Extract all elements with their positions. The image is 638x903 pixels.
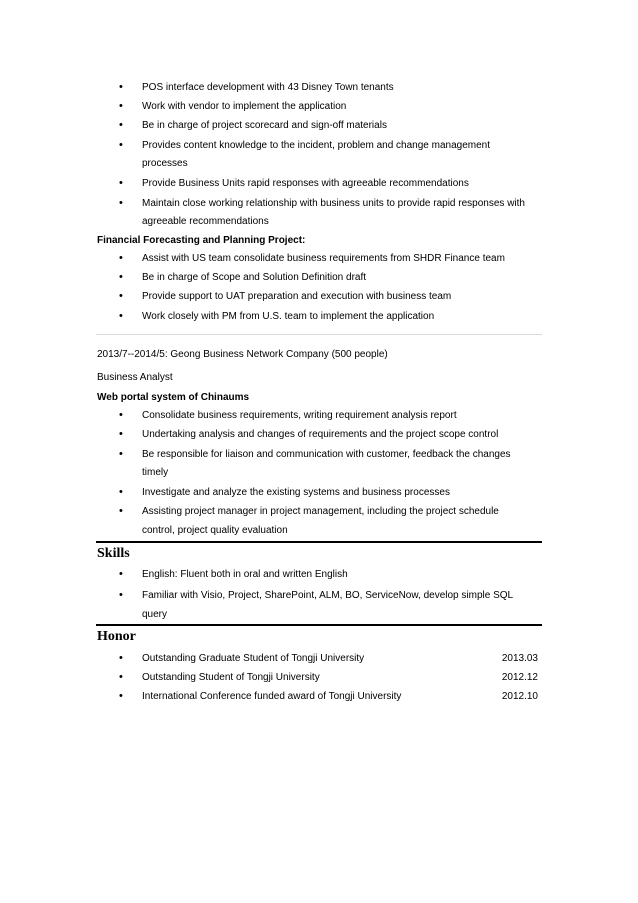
financial-bullet-2: Be in charge of Scope and Solution Definition draft (142, 272, 367, 283)
job-bullet-5-line-1: Assisting project manager in project management, including the project schedule (142, 506, 499, 517)
bullet-dot: • (119, 177, 123, 189)
job-bullet-5-line-2: control, project quality evaluation (142, 525, 288, 536)
bullet-dot: • (119, 486, 123, 498)
job-period-company: 2013/7--2014/5: Geong Business Network Company (500 people) (97, 349, 388, 360)
bullet-dot: • (119, 81, 123, 93)
top-bullet-6-line-1: Maintain close working relationship with business units to provide rapid responses with (142, 198, 525, 209)
job-bullet-3-line-2: timely (142, 467, 169, 478)
top-bullet-3: Be in charge of project scorecard and sign-off materials (142, 120, 387, 131)
bullet-dot: • (119, 568, 123, 580)
bullet-dot: • (119, 671, 123, 683)
job-bullet-3-line-1: Be responsible for liaison and communication with customer, feedback the changes (142, 449, 511, 460)
top-bullet-5: Provide Business Units rapid responses with agreeable recommendations (142, 178, 469, 189)
honor-item-3: International Conference funded award of Tongji University (142, 691, 402, 702)
bullet-dot: • (119, 100, 123, 112)
top-bullet-1: POS interface development with 43 Disney Town tenants (142, 82, 394, 93)
bullet-dot: • (119, 505, 123, 517)
bullet-dot: • (119, 428, 123, 440)
honor-date-1: 2013.03 (501, 653, 538, 664)
top-bullet-4-line-2: processes (142, 158, 188, 169)
bullet-dot: • (119, 197, 123, 209)
job-project-title: Web portal system of Chinaums (97, 392, 250, 403)
skills-bullet-1: English: Fluent both in oral and written English (142, 569, 348, 580)
bullet-dot: • (119, 589, 123, 601)
honor-date-2: 2012.12 (501, 672, 538, 683)
job-role: Business Analyst (97, 372, 173, 383)
skills-bullet-2-line-2: query (142, 609, 168, 620)
job-bullet-1: Consolidate business requirements, writing requirement analysis report (142, 410, 457, 421)
bullet-dot: • (119, 139, 123, 151)
financial-bullet-1: Assist with US team consolidate business requirements from SHDR Finance team (142, 253, 505, 264)
section-divider (96, 334, 542, 335)
top-bullet-2: Work with vendor to implement the application (142, 101, 347, 112)
bullet-dot: • (119, 271, 123, 283)
honor-item-1: Outstanding Graduate Student of Tongji University (142, 653, 365, 664)
financial-project-title: Financial Forecasting and Planning Project: (97, 235, 306, 246)
section-divider (96, 541, 542, 543)
bullet-dot: • (119, 409, 123, 421)
financial-bullet-3: Provide support to UAT preparation and execution with business team (142, 291, 452, 302)
top-bullet-4-line-1: Provides content knowledge to the incident, problem and change management (142, 140, 491, 151)
top-bullet-6-line-2: agreeable recommendations (142, 216, 269, 227)
bullet-dot: • (119, 652, 123, 664)
section-divider (96, 624, 542, 626)
bullet-dot: • (119, 119, 123, 131)
honor-heading: Honor (97, 629, 136, 644)
bullet-dot: • (119, 252, 123, 264)
skills-bullet-2-line-1: Familiar with Visio, Project, SharePoint, ALM, BO, ServiceNow, develop simple SQL (142, 590, 514, 601)
honor-item-2: Outstanding Student of Tongji University (142, 672, 320, 683)
bullet-dot: • (119, 290, 123, 302)
job-bullet-4: Investigate and analyze the existing systems and business processes (142, 487, 450, 498)
honor-date-3: 2012.10 (501, 691, 538, 702)
bullet-dot: • (119, 690, 123, 702)
financial-bullet-4: Work closely with PM from U.S. team to implement the application (142, 311, 435, 322)
skills-heading: Skills (97, 546, 130, 561)
job-bullet-2: Undertaking analysis and changes of requirements and the project scope control (142, 429, 499, 440)
bullet-dot: • (119, 448, 123, 460)
bullet-dot: • (119, 310, 123, 322)
